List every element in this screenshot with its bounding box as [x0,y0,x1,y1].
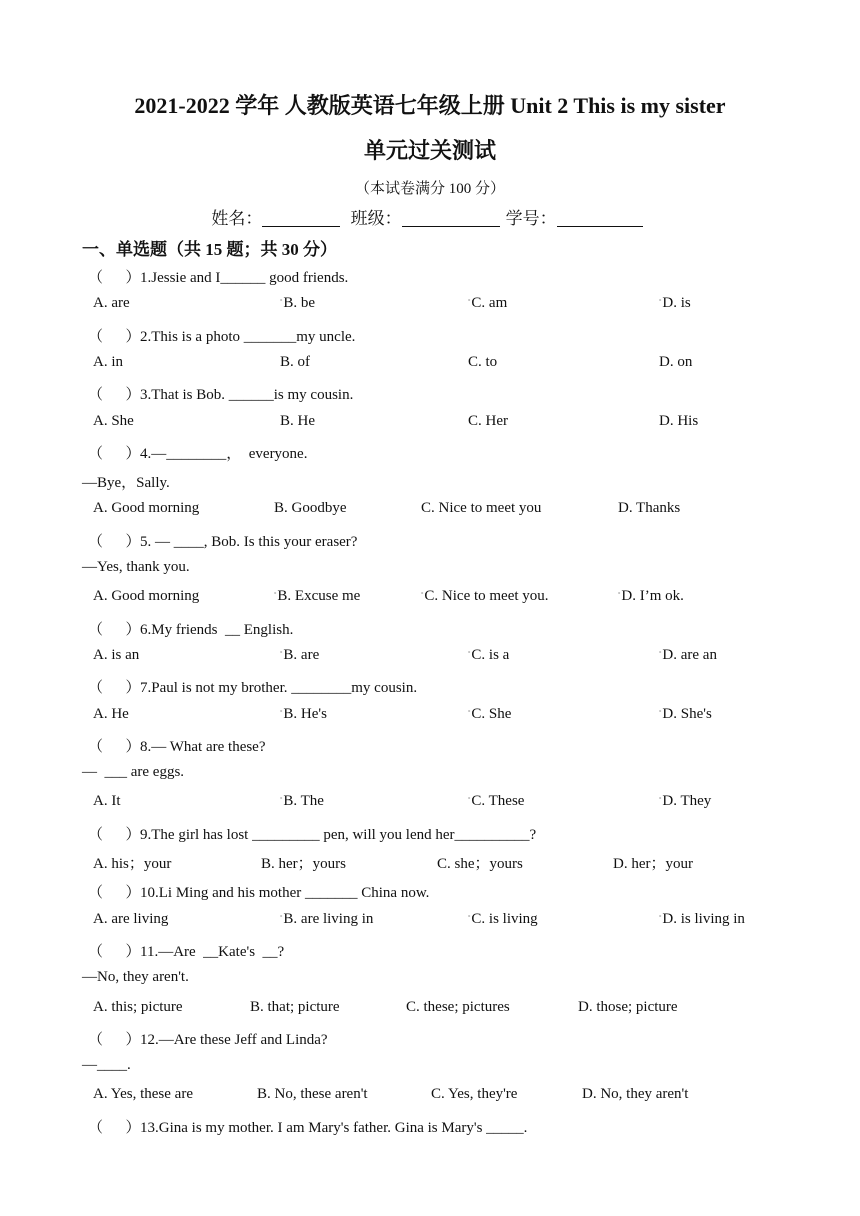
question-4 [88,442,307,463]
question-stem: 6.My friends __ English. [140,621,294,638]
option-text: D. on [659,353,693,370]
option-a[interactable] [93,588,199,605]
question-stem: 2.This is a photo _______my uncle. [140,328,356,345]
answer-bracket[interactable]: （ ） [88,738,141,755]
option-c[interactable] [421,588,549,605]
answer-bracket[interactable]: （ ） [88,680,141,697]
option-text: D. They [662,793,712,810]
option-text: B. of [280,353,310,370]
option-b[interactable] [280,413,315,430]
option-c[interactable] [468,647,509,664]
option-text: C. am [471,295,508,312]
option-text: B. are living in [283,910,374,927]
option-text: A. Yes, these are [93,1086,193,1103]
option-b[interactable] [257,1086,368,1103]
option-text: B. He's [283,705,327,722]
option-c[interactable] [468,911,538,928]
class-blank[interactable] [402,210,500,227]
option-d[interactable] [659,295,691,312]
option-c[interactable] [437,852,523,873]
option-text: C. these; pictures [406,998,510,1015]
option-d[interactable] [659,647,717,664]
option-a[interactable] [93,295,130,312]
answer-bracket[interactable]: （ ） [88,445,141,462]
option-a[interactable] [93,852,171,873]
option-marker-icon: ° [468,709,471,716]
answer-bracket[interactable]: （ ） [88,885,141,902]
option-c[interactable] [468,295,507,312]
option-text: C. Yes, they're [431,1086,518,1103]
option-marker-icon: ° [659,709,662,716]
option-b[interactable] [250,999,340,1016]
option-text: D. those; picture [578,998,678,1015]
question-5 [88,530,357,551]
option-d[interactable] [659,706,712,723]
option-b[interactable] [280,706,327,723]
option-marker-icon: ° [280,797,283,804]
question-8 [88,735,266,756]
option-d[interactable] [618,588,684,605]
question-2 [88,325,355,346]
option-text: A. are living [93,910,169,927]
answer-bracket[interactable]: （ ） [88,943,141,960]
question-stem: 3.That is Bob. ______is my cousin. [140,387,354,404]
option-text: B. be [283,295,316,312]
option-a[interactable] [93,706,129,723]
option-text: A. He [93,705,129,722]
option-d[interactable] [659,354,692,371]
option-text: A. Good morning [93,500,200,517]
option-text: D. No, they aren't [582,1086,689,1103]
option-text: C. She [471,705,512,722]
question-stem: 1.Jessie and I______ good friends. [140,270,349,286]
option-marker-icon: ° [468,650,471,657]
option-c[interactable] [431,1086,517,1103]
question-stem: 12.—Are these Jeff and Linda? [140,1031,328,1048]
option-marker-icon: ° [659,914,662,921]
option-c[interactable] [468,354,497,371]
option-marker-icon: ° [468,914,471,921]
option-text: D. I’m ok. [621,588,684,605]
option-text: D. Thanks [618,500,681,517]
answer-bracket[interactable]: （ ） [88,621,141,638]
option-text: A. are [93,295,130,312]
option-text: D. are an [662,646,717,663]
answer-bracket[interactable]: （ ） [88,1119,141,1136]
number-label: 学号： [505,209,557,228]
option-text: C. to [468,353,498,370]
option-marker-icon: ° [659,650,662,657]
option-text: A. It [93,793,121,810]
question-stem: 11.—Are __Kate's __? [140,943,285,960]
option-text: D. His [659,412,699,429]
option-text: B. are [283,646,320,663]
question-stem: 8.— What are these? [140,738,266,755]
question-9 [88,823,536,844]
option-marker-icon: ° [659,797,662,804]
option-text: B. that; picture [250,998,340,1015]
option-text: C. Nice to meet you. [424,588,549,605]
option-text: B. He [280,412,315,429]
option-b[interactable] [274,588,360,605]
section-title: 一、单选题（共 15 题；共 30 分） [82,240,337,259]
option-c[interactable] [468,706,511,723]
question-10 [88,881,429,902]
option-c[interactable] [468,793,524,810]
option-text: A. is an [93,646,140,663]
dialogue-line: —Yes, thank you. [82,559,190,575]
option-b[interactable] [274,500,347,517]
option-text: B. her；yours [261,856,346,872]
dialogue-line: —Bye，Sally. [82,475,170,492]
option-text: C. Her [468,412,508,429]
exam-title-line1: 2021-2022 学年 人教版英语七年级上册 Unit 2 This is my sister [134,93,726,118]
option-text: A. in [93,353,123,370]
option-a[interactable] [93,911,168,928]
answer-bracket[interactable]: （ ） [88,328,141,345]
option-text: B. No, these aren't [257,1086,368,1103]
option-marker-icon: ° [280,650,283,657]
option-text: B. Goodbye [274,500,347,517]
option-marker-icon: ° [468,299,471,306]
option-marker-icon: ° [659,299,662,306]
option-text: C. These [471,793,525,810]
option-d[interactable] [613,852,693,873]
option-a[interactable] [93,500,199,517]
option-text: D. is [662,295,691,312]
option-text: D. her；your [613,856,693,872]
answer-bracket[interactable]: （ ） [88,1031,141,1048]
option-a[interactable] [93,647,139,664]
option-marker-icon: ° [280,914,283,921]
option-b[interactable] [280,647,319,664]
option-d[interactable] [659,911,745,928]
class-label: 班级： [350,209,402,228]
option-marker-icon: ° [421,592,424,599]
option-marker-icon: ° [468,797,471,804]
option-b[interactable] [261,852,346,873]
option-a[interactable] [93,413,134,430]
option-d[interactable] [582,1086,688,1103]
option-d[interactable] [578,999,678,1016]
answer-bracket[interactable]: （ ） [88,826,141,843]
answer-bracket[interactable]: （ ） [88,387,141,404]
question-13 [88,1116,527,1137]
dialogue-line: —____. [82,1057,131,1074]
option-text: C. she；yours [437,856,523,872]
question-11 [88,940,284,961]
option-marker-icon: ° [618,592,621,599]
question-3 [88,383,353,404]
option-text: B. The [283,793,324,810]
option-text: D. She's [662,705,712,722]
name-blank[interactable] [262,210,340,227]
option-d[interactable] [659,793,711,810]
option-a[interactable] [93,999,183,1016]
option-text: C. Nice to meet you [421,500,542,517]
question-stem: 4.—________， everyone. [140,445,308,462]
dialogue-line: — ___ are eggs. [82,764,185,781]
number-blank[interactable] [557,210,643,227]
option-marker-icon: ° [274,592,277,599]
question-7 [88,676,417,697]
question-stem: 5. — ____, Bob. Is this your eraser? [140,533,358,550]
option-c[interactable] [421,500,541,517]
exam-subtitle: （本试卷满分 100 分） [354,181,505,197]
option-text: A. this; picture [93,998,183,1015]
option-a[interactable] [93,793,121,810]
option-b[interactable] [280,354,310,371]
option-b[interactable] [280,911,373,928]
option-text: A. She [93,412,134,429]
question-12 [88,1028,328,1049]
option-marker-icon: ° [280,299,283,306]
option-b[interactable] [280,793,324,810]
student-info-line [0,204,860,229]
option-b[interactable] [280,295,315,312]
option-d[interactable] [659,413,698,430]
option-d[interactable] [618,500,680,517]
option-text: A. Good morning [93,588,200,605]
option-a[interactable] [93,354,123,371]
question-1 [88,266,348,287]
option-c[interactable] [406,999,510,1016]
name-label: 姓名： [211,209,263,228]
option-marker-icon: ° [280,709,283,716]
option-text: D. is living in [662,910,745,927]
question-6 [88,618,293,639]
question-stem: 10.Li Ming and his mother _______ China now. [140,885,430,902]
option-a[interactable] [93,1086,193,1103]
option-text: A. his；your [93,856,172,872]
answer-bracket[interactable]: （ ） [88,270,141,286]
option-text: C. is living [471,910,538,927]
dialogue-line: —No, they aren't. [82,969,189,986]
option-c[interactable] [468,413,508,430]
option-text: C. is a [471,646,510,663]
question-stem: 7.Paul is not my brother. ________my cousin. [140,680,418,697]
question-stem: 9.The girl has lost _________ pen, will you lend her__________? [140,826,537,843]
option-text: B. Excuse me [277,588,361,605]
exam-title-line2: 单元过关测试 [363,138,496,163]
answer-bracket[interactable]: （ ） [88,533,141,550]
question-stem: 13.Gina is my mother. I am Mary's father. Gina is Mary's _____. [140,1119,528,1136]
